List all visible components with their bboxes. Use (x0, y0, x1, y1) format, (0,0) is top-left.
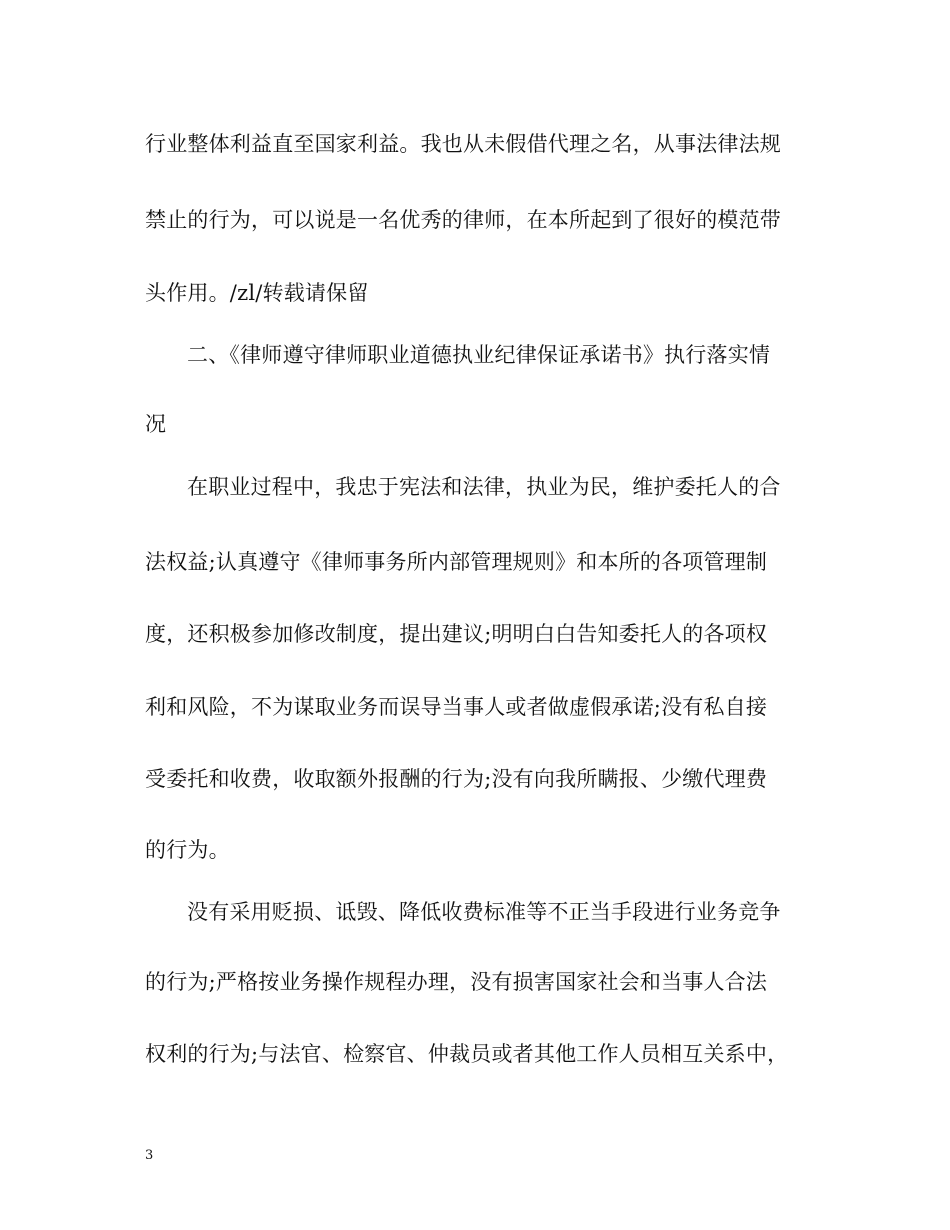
section-heading-line: 况 (145, 412, 167, 436)
paragraph-first-line: 在职业过程中，我忠于宪法和法律，执业为民，维护委托人的合 (187, 475, 781, 499)
text-line: 权利的行为;与法官、检察官、仲裁员或者其他工作人员相互关系中， (145, 1042, 789, 1066)
text-line: 法权益;认真遵守《律师事务所内部管理规则》和本所的各项管理制 (145, 550, 768, 574)
text-line: 受委托和收费，收取额外报酬的行为;没有向我所瞒报、少缴代理费 (145, 767, 768, 791)
paragraph-first-line: 没有采用贬损、诋毁、降低收费标准等不正当手段进行业务竞争 (187, 900, 781, 924)
text-line: 的行为;严格按业务操作规程办理，没有损害国家社会和当事人合法 (145, 970, 768, 994)
page-number: 3 (145, 1148, 154, 1163)
text-line: 行业整体利益直至国家利益。我也从未假借代理之名，从事法律法规 (145, 132, 781, 156)
text-line: 度，还积极参加修改制度，提出建议;明明白白告知委托人的各项权 (145, 622, 768, 646)
text-line: 的行为。 (145, 838, 230, 862)
section-heading-line: 二、《律师遵守律师职业道德执业纪律保证承诺书》执行落实情 (187, 343, 771, 367)
text-line: 禁止的行为，可以说是一名优秀的律师，在本所起到了很好的模范带 (145, 208, 781, 232)
text-line: 头作用。/zl/转载请保留 (145, 281, 369, 305)
text-line: 利和风险，不为谋取业务而误导当事人或者做虚假承诺;没有私自接 (145, 695, 768, 719)
